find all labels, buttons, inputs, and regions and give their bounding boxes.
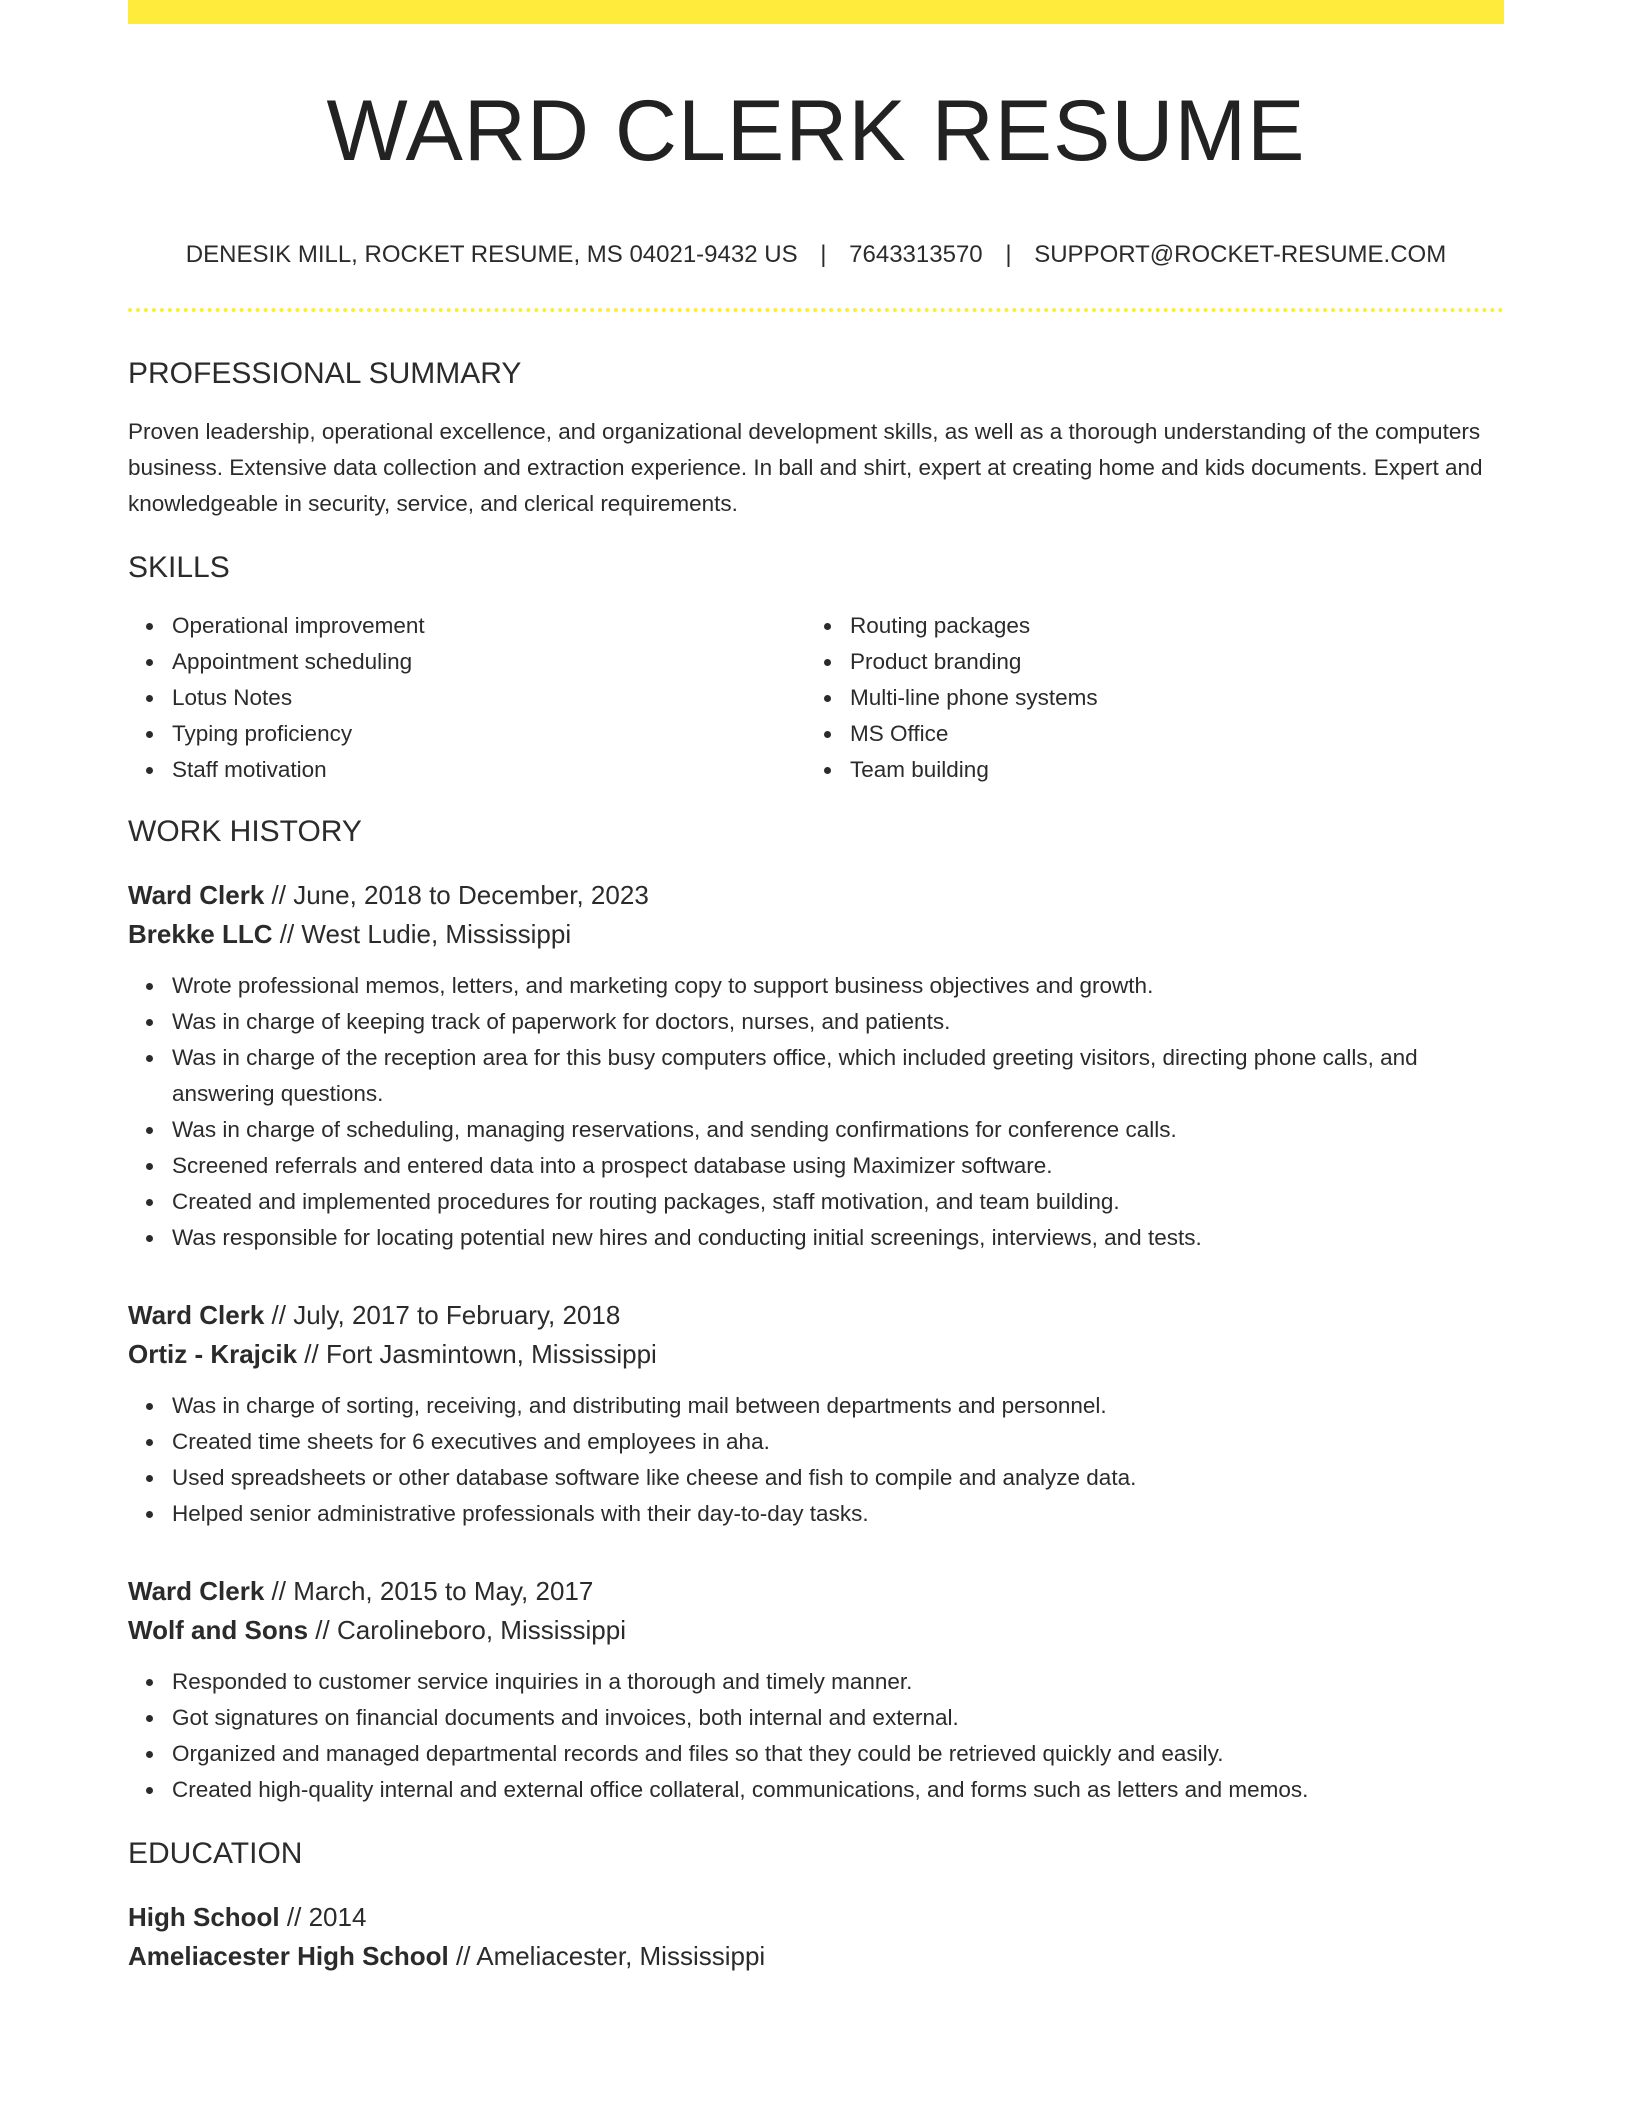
job-duty: Wrote professional memos, letters, and marketing copy to support business objectives and growth.	[172, 968, 1504, 1004]
job-duty: Was in charge of sorting, receiving, and distributing mail between departments and personnel.	[172, 1388, 1504, 1424]
skill-item: Appointment scheduling	[172, 644, 806, 680]
education-degree: High School	[128, 1901, 280, 1932]
skill-item: Product branding	[850, 644, 1484, 680]
job-duty: Was responsible for locating potential new hires and conducting initial screenings, interviews, and tests.	[172, 1220, 1504, 1256]
job-duty: Got signatures on financial documents and invoices, both internal and external.	[172, 1700, 1504, 1736]
section-heading-education: EDUCATION	[128, 1836, 303, 1870]
job-company: Brekke LLC	[128, 918, 273, 949]
job-duty: Was in charge of the reception area for this busy computers office, which included greeting visitors, directing phone calls, and answering questions.	[172, 1040, 1504, 1112]
dotted-divider	[128, 308, 1504, 312]
job-duties-list	[128, 1388, 1504, 1532]
work-history-section	[128, 814, 1504, 1808]
job-entry	[128, 1296, 1504, 1532]
contact-line	[128, 241, 1504, 270]
resume-content	[128, 24, 1504, 1976]
job-company-line	[128, 1335, 1504, 1374]
education-school: Ameliacester High School	[128, 1940, 449, 1971]
education-year: // 2014	[279, 1901, 367, 1932]
education-section	[128, 1836, 1504, 1976]
accent-top-bar	[128, 0, 1504, 24]
job-dates: // March, 2015 to May, 2017	[264, 1575, 594, 1606]
resume-title: WARD CLERK RESUME	[326, 83, 1306, 179]
skill-item: Routing packages	[850, 608, 1484, 644]
job-duty: Helped senior administrative professionals with their day-to-day tasks.	[172, 1496, 1504, 1532]
professional-summary-section	[128, 356, 1504, 522]
job-duty: Created time sheets for 6 executives and employees in aha.	[172, 1424, 1504, 1460]
job-duty: Responded to customer service inquiries in a thorough and timely manner.	[172, 1664, 1504, 1700]
section-heading-summary: PROFESSIONAL SUMMARY	[128, 356, 522, 390]
skills-column-left	[128, 608, 806, 788]
skills-column-right	[806, 608, 1484, 788]
job-duty: Used spreadsheets or other database software like cheese and fish to compile and analyze data.	[172, 1460, 1504, 1496]
job-duty: Organized and managed departmental records and files so that they could be retrieved quickly and easily.	[172, 1736, 1504, 1772]
job-duty: Was in charge of scheduling, managing reservations, and sending confirmations for conference calls.	[172, 1112, 1504, 1148]
job-duties-list	[128, 968, 1504, 1256]
education-school-line	[128, 1937, 1504, 1976]
contact-separator: |	[820, 241, 827, 269]
contact-separator: |	[1005, 241, 1012, 269]
job-duty: Created and implemented procedures for routing packages, staff motivation, and team building.	[172, 1184, 1504, 1220]
skills-grid	[128, 608, 1504, 788]
education-entry	[128, 1898, 1504, 1976]
section-heading-work-history: WORK HISTORY	[128, 814, 362, 848]
job-company: Ortiz - Krajcik	[128, 1338, 298, 1369]
job-duty: Was in charge of keeping track of paperwork for doctors, nurses, and patients.	[172, 1004, 1504, 1040]
section-heading-skills: SKILLS	[128, 550, 230, 584]
skill-item: Typing proficiency	[172, 716, 806, 752]
job-duty: Created high-quality internal and external office collateral, communications, and forms such as letters and memos.	[172, 1772, 1504, 1808]
skill-item: Team building	[850, 752, 1484, 788]
skill-item: Staff motivation	[172, 752, 806, 788]
education-location: // Ameliacester, Mississippi	[448, 1940, 766, 1971]
job-title: Ward Clerk	[128, 879, 265, 910]
contact-address: DENESIK MILL, ROCKET RESUME, MS 04021-9432 US	[185, 241, 798, 269]
skill-item: Multi-line phone systems	[850, 680, 1484, 716]
job-company-line	[128, 1611, 1504, 1650]
summary-text: Proven leadership, operational excellence, and organizational development skills, as well as a thorough understanding of the computers business. Extensive data collection and extraction experience. In ball and shirt, expert at creating home and kids documents. Expert and knowledgeable in security, service, and clerical requirements.	[128, 418, 1483, 516]
job-company: Wolf and Sons	[128, 1614, 309, 1645]
job-title-line	[128, 876, 1504, 915]
job-title-line	[128, 1296, 1504, 1335]
job-location: // West Ludie, Mississippi	[272, 918, 572, 949]
skills-section	[128, 550, 1504, 788]
job-dates: // July, 2017 to February, 2018	[264, 1299, 621, 1330]
job-duty: Screened referrals and entered data into a prospect database using Maximizer software.	[172, 1148, 1504, 1184]
contact-email: SUPPORT@ROCKET-RESUME.COM	[1034, 241, 1447, 269]
job-entry	[128, 1572, 1504, 1808]
job-title: Ward Clerk	[128, 1299, 265, 1330]
job-title-line	[128, 1572, 1504, 1611]
skill-item: Operational improvement	[172, 608, 806, 644]
job-location: // Carolineboro, Mississippi	[308, 1614, 626, 1645]
job-dates: // June, 2018 to December, 2023	[264, 879, 649, 910]
job-company-line	[128, 915, 1504, 954]
job-title: Ward Clerk	[128, 1575, 265, 1606]
skill-item: Lotus Notes	[172, 680, 806, 716]
education-degree-line	[128, 1898, 1504, 1937]
contact-phone: 7643313570	[849, 241, 983, 269]
job-entry	[128, 876, 1504, 1256]
job-duties-list	[128, 1664, 1504, 1808]
job-location: // Fort Jasmintown, Mississippi	[297, 1338, 657, 1369]
skill-item: MS Office	[850, 716, 1484, 752]
